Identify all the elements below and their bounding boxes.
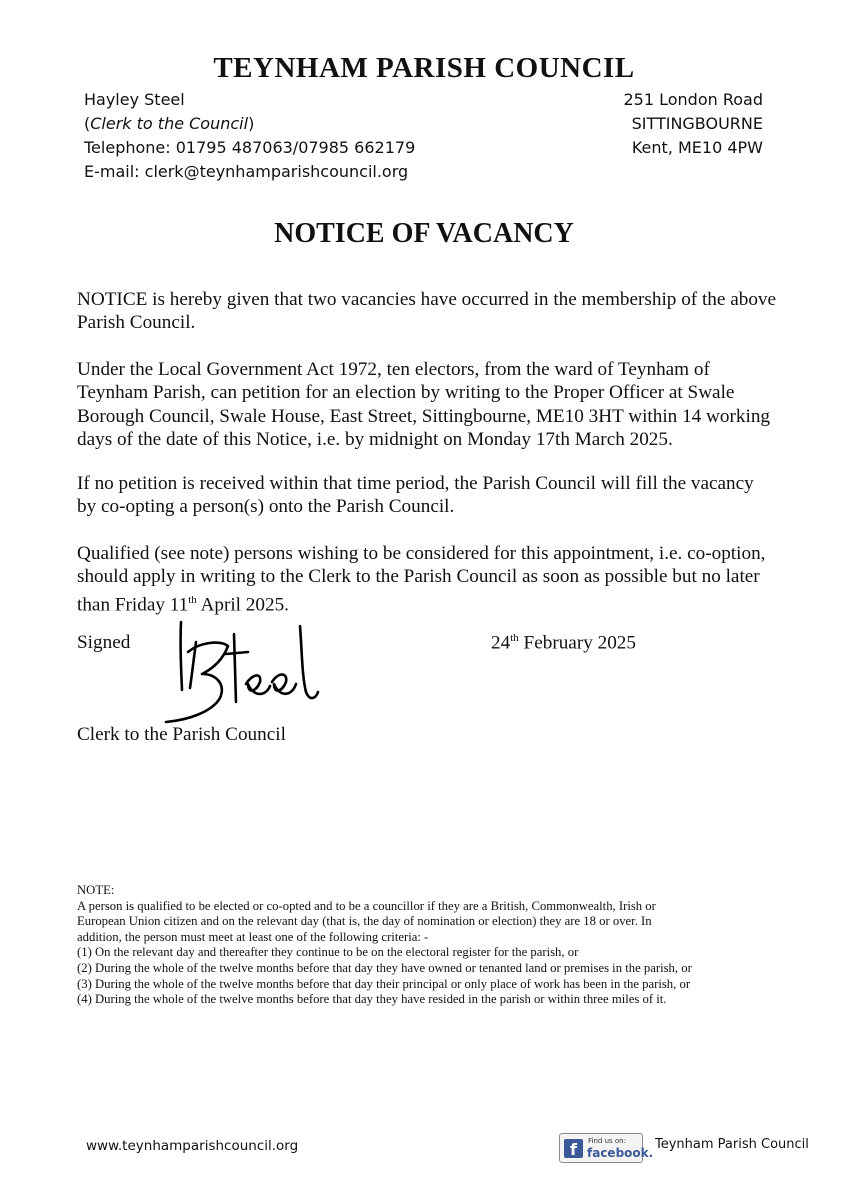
note-heading: NOTE: bbox=[77, 883, 115, 897]
note-line-2: European Union citizen and on the relevant day (that is, the day of nomination or election) they are 18 or over. In bbox=[77, 914, 652, 929]
clerk-telephone: Telephone: 01795 487063/07985 662179 bbox=[84, 138, 416, 157]
clerk-email: E-mail: clerk@teynhamparishcouncil.org bbox=[84, 162, 409, 181]
notice-paragraph-3: If no petition is received within that time period, the Parish Council will fill the vacancy by co-opting a person(s) onto the Parish Council. bbox=[77, 473, 754, 518]
clerk-contact-block bbox=[84, 88, 415, 184]
facebook-badge[interactable] bbox=[559, 1133, 654, 1163]
note-criterion-1: (1) On the relevant day and thereafter they continue to be on the electoral register for the parish, or bbox=[77, 945, 579, 960]
signature-date-ordinal: th bbox=[510, 632, 519, 644]
footer-council-name: Teynham Parish Council bbox=[655, 1137, 809, 1152]
notice-paragraph-4-text: Qualified (see note) persons wishing to be considered for this appointment, i.e. co-option, should apply in writing to the Clerk to the Parish Council as soon as possible but no later than Friday 11 bbox=[77, 543, 766, 616]
notice-paragraph-2: Under the Local Government Act 1972, ten electors, from the ward of Teynham of Teynham Parish, can petition for an election by writing to the Proper Officer at Swale Borough Council, Swale House, East Street, Sittingbourne, ME10 3HT within 14 working days of the date of this Notice, i.e. by midnight on Monday 17th March 2025. bbox=[77, 359, 771, 451]
address-line-3: Kent, ME10 4PW bbox=[631, 138, 763, 157]
handwritten-signature bbox=[150, 612, 320, 727]
facebook-wordmark: facebook. bbox=[587, 1146, 654, 1160]
note-line-1: A person is qualified to be elected or co-opted and to be a councillor if they are a British, Commonwealth, Irish or bbox=[77, 898, 656, 913]
facebook-find-us-label: Find us on: bbox=[588, 1137, 626, 1145]
signature-date bbox=[491, 632, 636, 654]
qualification-note bbox=[77, 883, 777, 1008]
notice-paragraph-4 bbox=[77, 542, 777, 617]
note-criterion-2: (2) During the whole of the twelve months before that day they have owned or tenanted land or premises in the parish, or bbox=[77, 960, 692, 975]
address-line-2: SITTINGBOURNE bbox=[631, 114, 763, 133]
signature-date-rest: February 2025 bbox=[518, 632, 636, 654]
council-address-block bbox=[623, 88, 763, 160]
clerk-role: (Clerk to the Council) bbox=[84, 114, 255, 133]
note-criterion-4: (4) During the whole of the twelve months before that day they have resided in the parish or within three miles of it. bbox=[77, 992, 667, 1007]
notice-paragraph-1: NOTICE is hereby given that two vacancies have occurred in the membership of the above Parish Council. bbox=[77, 289, 777, 334]
clerk-role-text: Clerk to the Council bbox=[90, 114, 249, 133]
facebook-icon: f bbox=[564, 1139, 583, 1158]
council-title: TEYNHAM PARISH COUNCIL bbox=[213, 52, 635, 84]
notice-paragraph-4-ordinal: th bbox=[188, 593, 197, 606]
note-line-3: addition, the person must meet at least one of the following criteria: - bbox=[77, 929, 429, 944]
notice-paragraph-4-end: April 2025. bbox=[196, 594, 289, 616]
signatory-role: Clerk to the Parish Council bbox=[77, 724, 286, 745]
clerk-name: Hayley Steel bbox=[84, 90, 185, 109]
note-criterion-3: (3) During the whole of the twelve months before that day their principal or only place of work has been in the parish, or bbox=[77, 976, 691, 991]
signature-date-day: 24 bbox=[491, 632, 511, 654]
notice-title: NOTICE OF VACANCY bbox=[274, 218, 574, 249]
footer-website-link[interactable]: www.teynhamparishcouncil.org bbox=[86, 1138, 299, 1154]
signed-label: Signed bbox=[77, 632, 131, 653]
address-line-1: 251 London Road bbox=[623, 90, 763, 109]
